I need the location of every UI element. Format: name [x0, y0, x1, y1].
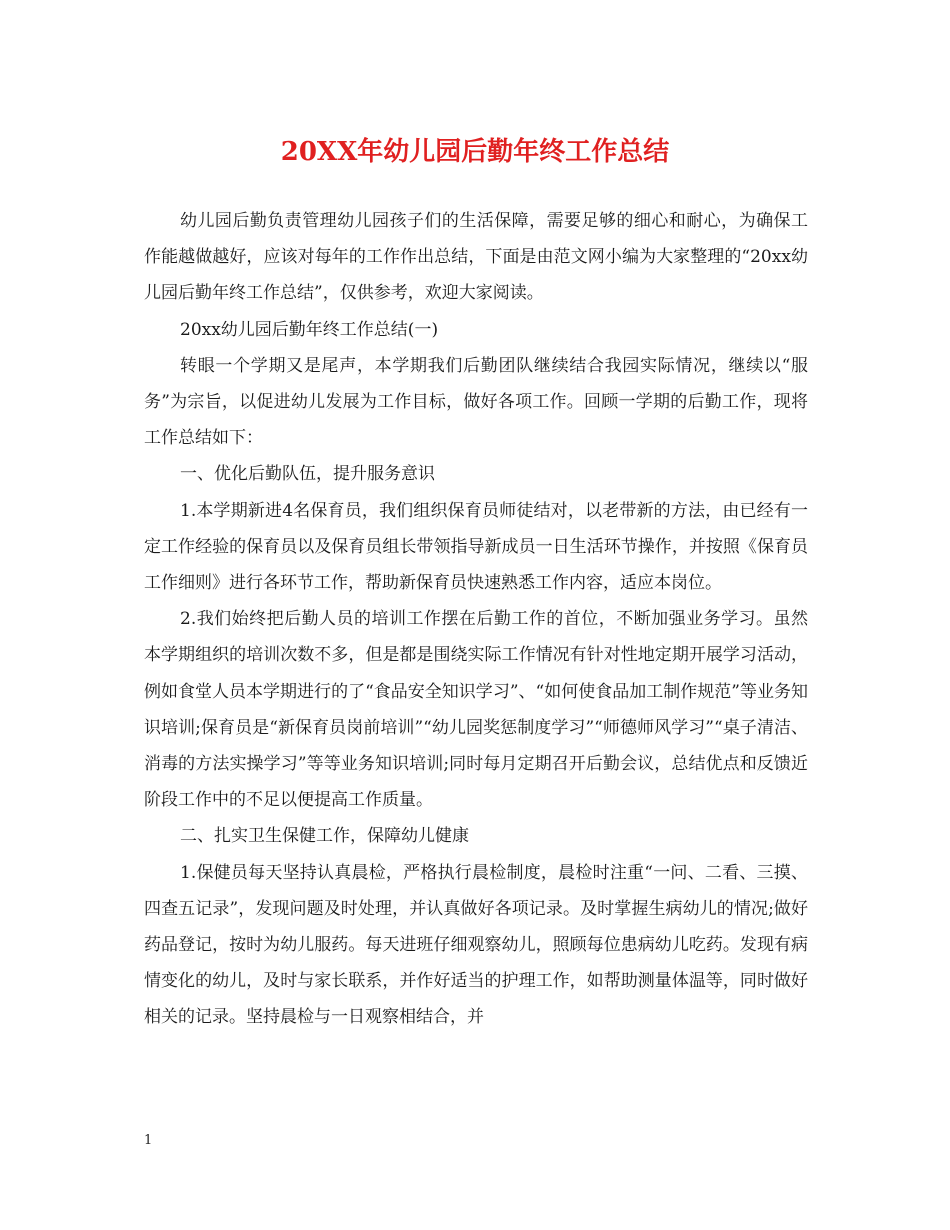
paragraph-item-1-2: 2.我们始终把后勤人员的培训工作摆在后勤工作的首位，不断加强业务学习。虽然本学期组织的培训次数不多，但是都是围绕实际工作情况有针对性地定期开展学习活动，例如食堂人员本学期进行的了“食品安全知识学习”、“如何使食品加工制作规范”等业务知识培训;保育员是“新保育员岗前培训”“幼儿园奖惩制度学习”“师德师风学习”“桌子清洁、消毒的方法实操学习”等等业务知识培训;同时每月定期召开后勤会议，总结优点和反馈近阶段工作中的不足以便提高工作质量。 — [144, 609, 808, 811]
section-heading-1: 一、优化后勤队伍，提升服务意识 — [180, 464, 435, 485]
paragraph-opening: 转眼一个学期又是尾声，本学期我们后勤团队继续结合我园实际情况，继续以“服务”为宗旨，以促进幼儿发展为工作目标，做好各项工作。回顾一学期的后勤工作，现将工作总结如下： — [144, 355, 808, 449]
paragraph-intro: 幼儿园后勤负责管理幼儿园孩子们的生活保障，需要足够的细心和耐心，为确保工作能越做越好，应该对每年的工作作出总结，下面是由范文网小编为大家整理的“20xx幼儿园后勤年终工作总结”，仅供参考，欢迎大家阅读。 — [144, 211, 808, 304]
section-heading-2: 二、扎实卫生保健工作，保障幼儿健康 — [180, 826, 469, 847]
document-title: 20XX年幼儿园后勤年终工作总结 — [280, 137, 670, 167]
page-number: 1 — [144, 1133, 153, 1148]
paragraph-subtitle: 20xx幼儿园后勤年终工作总结(一) — [180, 319, 439, 340]
document-body — [144, 203, 808, 1036]
paragraph-item-1-1: 1.本学期新进4名保育员，我们组织保育员师徒结对，以老带新的方法，由已经有一定工作经验的保育员以及保育员组长带领指导新成员一日生活环节操作，并按照《保育员工作细则》进行各环节工作，帮助新保育员快速熟悉工作内容，适应本岗位。 — [144, 500, 808, 594]
paragraph-item-2-1: 1.保健员每天坚持认真晨检，严格执行晨检制度，晨检时注重“一问、二看、三摸、四查五记录”，发现问题及时处理，并认真做好各项记录。及时掌握生病幼儿的情况;做好药品登记，按时为幼儿服药。每天进班仔细观察幼儿，照顾每位患病幼儿吃药。发现有病情变化的幼儿，及时与家长联系，并作好适当的护理工作，如帮助测量体温等，同时做好相关的记录。坚持晨检与一日观察相结合，并 — [144, 862, 808, 1028]
